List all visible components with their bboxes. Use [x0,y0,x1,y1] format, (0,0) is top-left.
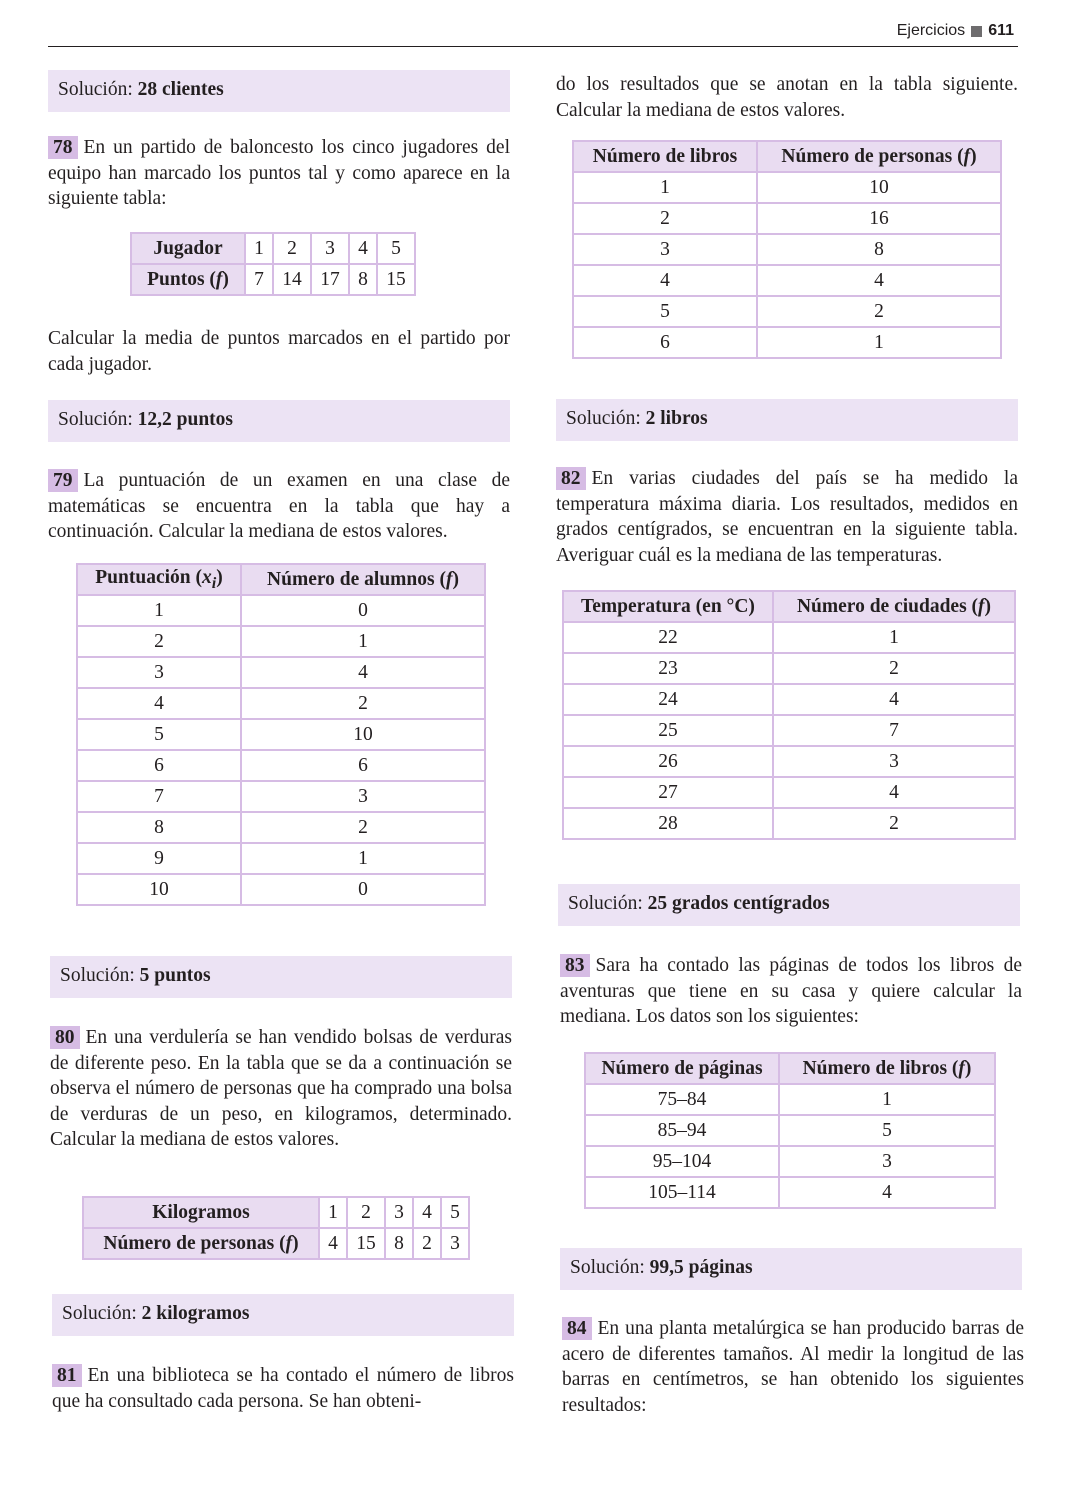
exercise-text: En un partido de baloncesto los cinco jugadores del equipo han marcado los puntos tal y como aparece en la siguiente tabla: [48,137,510,209]
exercise-80 [50,1025,512,1153]
exercise-number: 83 [560,954,590,977]
exercise-number: 82 [556,467,586,490]
table-row: 6 6 [77,750,485,781]
table-row: 4 4 [573,265,1001,296]
table-row: 7 3 [77,781,485,812]
solution-81: Solución: 2 libros [556,399,1018,441]
table-row: 10 0 [77,874,485,905]
table-row: 75–84 1 [585,1084,995,1115]
page-number: 611 [988,22,1014,39]
solution-77: Solución: 28 clientes [48,70,510,112]
solution-82: Solución: 25 grados centígrados [558,884,1020,926]
table-row: 3 8 [573,234,1001,265]
pages-table: Número de páginas Número de libros (f) 75–84 1 85–94 5 95–104 3 105–114 4 [584,1052,996,1209]
exercise-78-question: Calcular la media de puntos marcados en el partido por cada jugador. [48,328,510,375]
table-row: 85–94 5 [585,1115,995,1146]
table-row: 1 0 [77,595,485,626]
exercise-81-continued: do los resultados que se anotan en la tabla siguiente. Calcular la mediana de estos valores. [556,74,1018,121]
page-header [48,18,1018,47]
exercise-text: En varias ciudades del país se ha medido la temperatura máxima diaria. Los resultados, medidos en grados centígrados, se encuentran en la siguiente tabla. Averiguar cuál es la mediana de las temperaturas. [556,468,1018,566]
exercise-83 [560,953,1022,1030]
table-row: 23 2 [563,653,1015,684]
table-row: 5 2 [573,296,1001,327]
players-points-table: Jugador 1 2 3 4 5 Puntos (f) 7 14 17 8 15 [130,232,416,296]
table-row: 5 10 [77,719,485,750]
kilograms-table: Kilogramos 1 2 3 4 5 Número de personas (f) 4 15 8 2 3 [82,1196,470,1260]
table-row: 25 7 [563,715,1015,746]
table-row: 26 3 [563,746,1015,777]
table-row: 24 4 [563,684,1015,715]
exercise-text: En una verdulería se han vendido bolsas de verduras de diferente peso. En la tabla que se da a continuación se observa el número de personas que ha comprado una bolsa de verduras de un peso, en kilogramos, determinado. Calcular la mediana de estos valores. [50,1027,512,1150]
solution-83: Solución: 99,5 páginas [560,1248,1022,1290]
table-row: 9 1 [77,843,485,874]
temperatures-table: Temperatura (en °C) Número de ciudades (f) 22 1 23 2 24 4 25 7 26 3 27 4 28 2 [562,590,1016,840]
exercise-81 [52,1363,514,1414]
exercise-number: 80 [50,1026,80,1049]
table-row: 22 1 [563,622,1015,653]
exercise-text: La puntuación de un examen en una clase de matemáticas se encuentra en la tabla que hay a continuación. Calcular la mediana de estos valores. [48,470,510,542]
exercise-78 [48,135,510,212]
table-row: 105–114 4 [585,1177,995,1208]
table-row: 2 1 [77,626,485,657]
exercise-82 [556,466,1018,568]
exercise-number: 84 [562,1317,592,1340]
exercise-text: Sara ha contado las páginas de todos los libros de aventuras que tiene en su casa y quiere calcular la mediana. Los datos son los siguientes: [560,955,1022,1027]
table-row: 4 2 [77,688,485,719]
exercise-number: 78 [48,136,78,159]
square-bullet-icon [971,26,982,37]
table-row: 1 10 [573,172,1001,203]
table-row: 3 4 [77,657,485,688]
table-row: 6 1 [573,327,1001,358]
exercise-text: En una biblioteca se ha contado el número de libros que ha consultado cada persona. Se han obteni- [52,1365,514,1412]
exercise-84 [562,1316,1024,1418]
exercise-text: En una planta metalúrgica se han producido barras de acero de diferentes tamaños. Al medir la longitud de las barras en centímetros, se han obtenido los siguientes resultados: [562,1318,1024,1416]
exercise-number: 79 [48,469,78,492]
table-row: 95–104 3 [585,1146,995,1177]
exercise-number: 81 [52,1364,82,1387]
table-row: 28 2 [563,808,1015,839]
table-row: 27 4 [563,777,1015,808]
solution-79: Solución: 5 puntos [50,956,512,998]
exam-scores-table: Puntuación $(x_i)$ Número de alumnos (f) 1 0 2 1 3 4 4 2 5 10 6 6 7 3 8 2 9 1 10 0 [76,563,486,906]
running-head [897,22,1014,40]
table-row: 8 2 [77,812,485,843]
books-table: Número de libros Número de personas (f) 1 10 2 16 3 8 4 4 5 2 6 1 [572,140,1002,359]
exercise-79 [48,468,510,545]
solution-80: Solución: 2 kilogramos [52,1294,514,1336]
section-title: Ejercicios [896,22,966,39]
table-row: 2 16 [573,203,1001,234]
solution-78: Solución: 12,2 puntos [48,400,510,442]
